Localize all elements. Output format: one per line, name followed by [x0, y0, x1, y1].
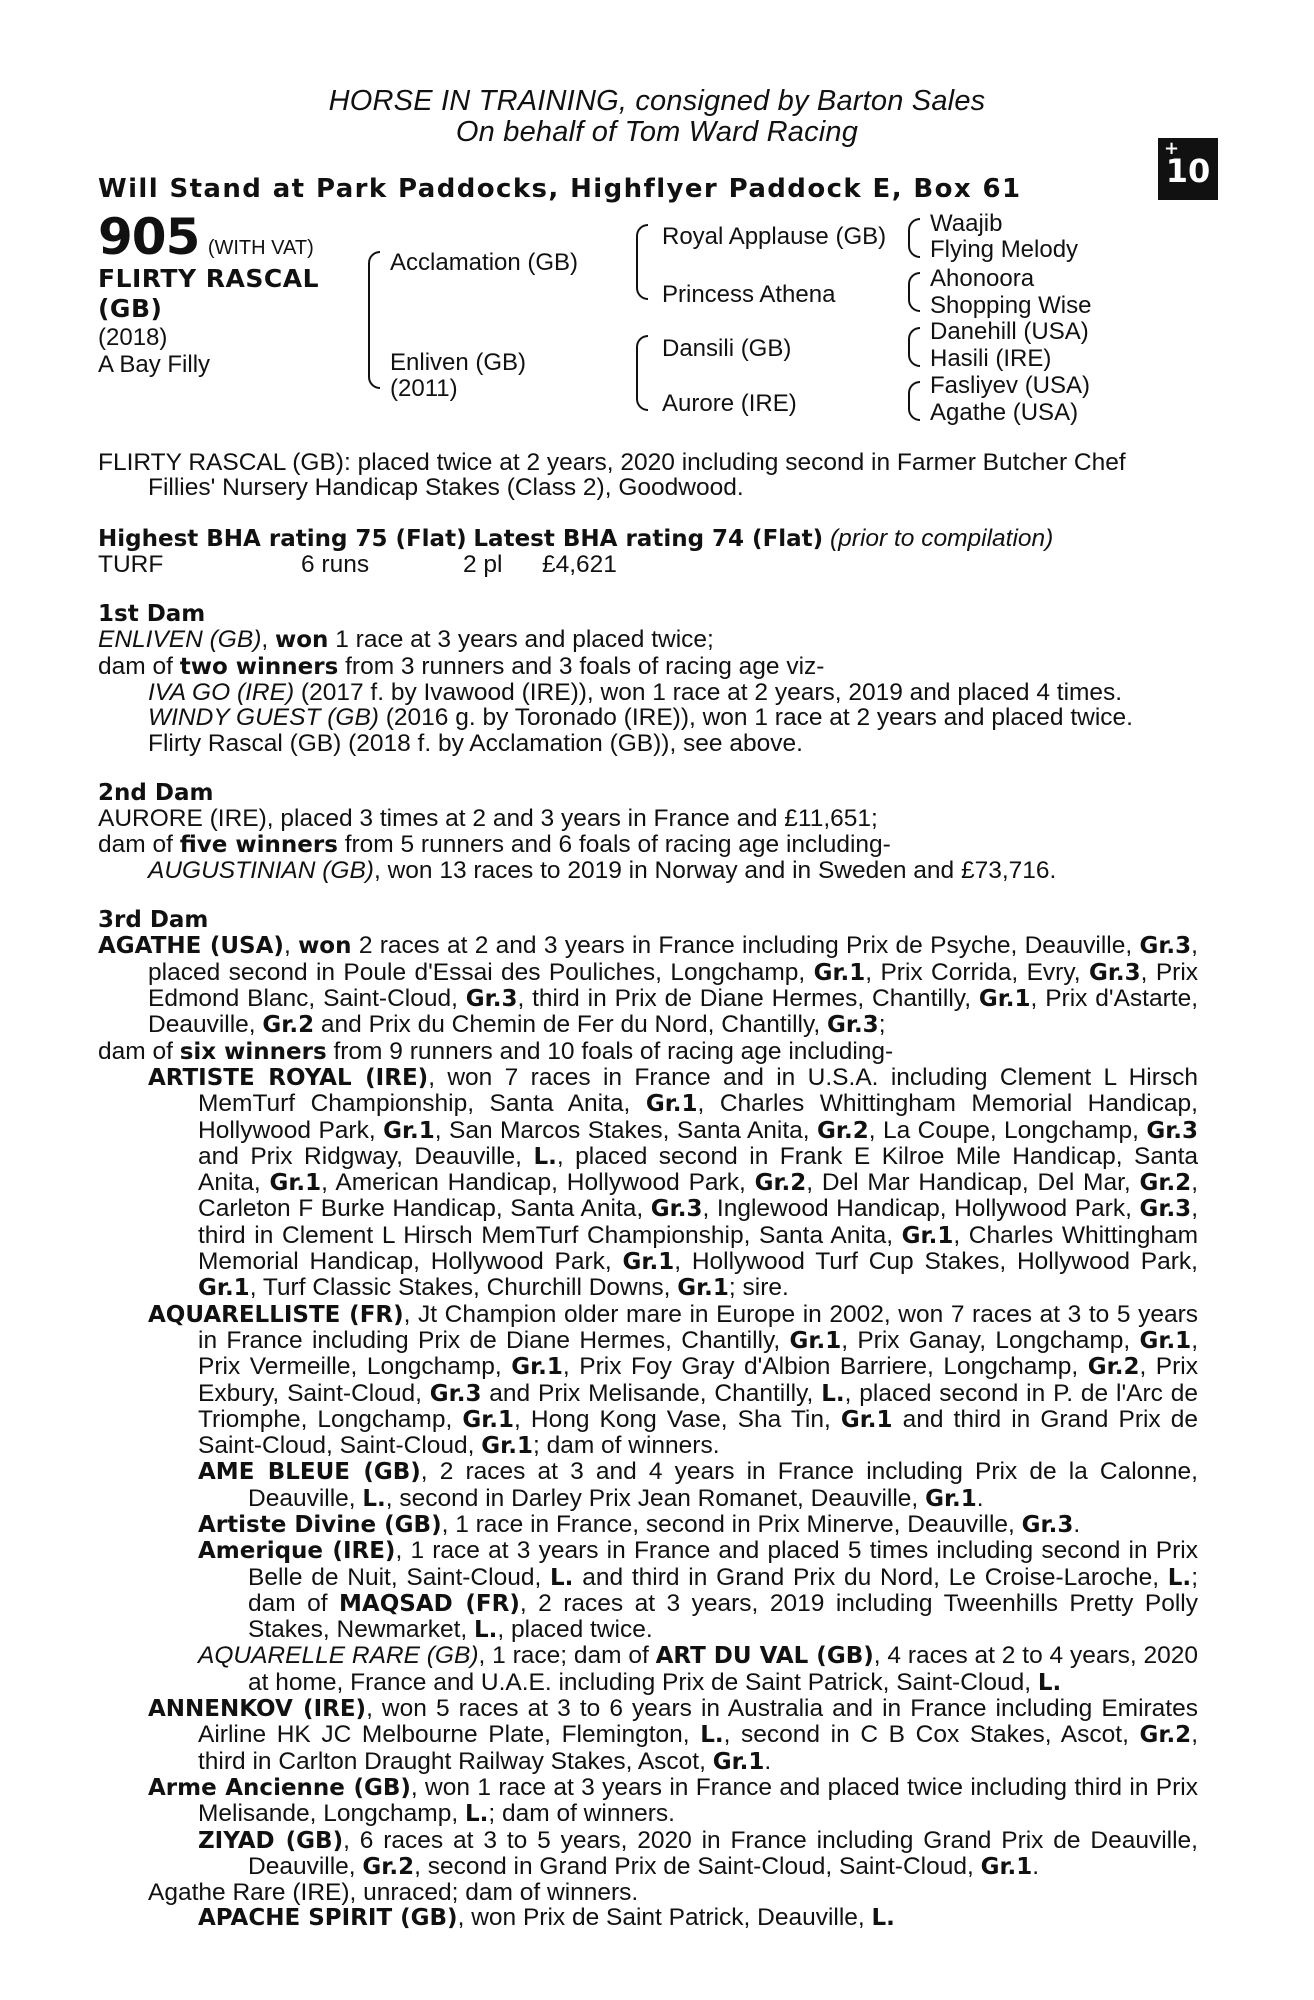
- bracket-ds-bottom: [908, 347, 920, 367]
- produce-flirty-rascal: Flirty Rascal (GB) (2018 f. by Acclamation (GB)), see above.: [148, 729, 803, 757]
- pedigree-ssd: Flying Melody: [930, 236, 1079, 263]
- lot-number: 905: [98, 208, 200, 266]
- pedigree-sire-sire: Royal Applause (GB): [662, 223, 887, 250]
- produce-iva-go: IVA GO (IRE) (2017 f. by Ivawood (IRE)), won 1 race at 2 years, 2019 and placed 4 times.: [148, 679, 1123, 707]
- first-dam-name: ENLIVEN (GB): [98, 626, 262, 654]
- bracket-sd-top: [908, 272, 920, 294]
- lot-badge: [1158, 138, 1218, 200]
- produce-artiste-royal: ARTISTE ROYAL (IRE), won 7 races in France and in U.S.A. including Clement L Hirsch MemTurf Championship, Santa Anita, Gr.1, Charles Whittingham Memorial Handicap, Hollywood Park, Gr.1, San Marcos Stakes, Santa Anita, Gr.2, La Coupe, Longchamp, Gr.3 and Prix Ridgway, Deauville, L., placed second in Frank E Kilroe Mile Handicap, Santa Anita, Gr.1, American Handicap, Hollywood Park, Gr.2, Del Mar Handicap, Del Mar, Gr.2, Carleton F Burke Handicap, Santa Anita, Gr.3, Inglewood Handicap, Hollywood Park, Gr.3, third in Clement L Hirsch MemTurf Championship, Santa Anita, Gr.1, Charles Whittingham Memorial Handicap, Hollywood Park, Gr.1, Hollywood Turf Cup Stakes, Hollywood Park, Gr.1, Turf Classic Stakes, Churchill Downs, Gr.1; sire.: [148, 1063, 1199, 1302]
- third-dam-record: AGATHE (USA), won 2 races at 2 and 3 years in France including Prix de Psyche, Deauville, Gr.3, placed second in Poule d'Essai des Pouliches, Longchamp, Gr.1, Prix Corrida, Evry, Gr.3, Prix Edmond Blanc, Saint-Cloud, Gr.3, third in Prix de Diane Hermes, Chantilly, Gr.1, Prix d'Astarte, Deauville, Gr.2 and Prix du Chemin de Fer du Nord, Chantilly, Gr.3;: [98, 932, 1199, 1039]
- bracket-dd-top: [908, 381, 920, 403]
- produce-apache-spirit: APACHE SPIRIT (GB), won Prix de Saint Patrick, Deauville, L.: [198, 1904, 895, 1932]
- lot-number-block: [98, 208, 314, 266]
- vat-note: (WITH VAT): [207, 237, 314, 259]
- pedigree-sire-dam: Princess Athena: [662, 281, 836, 308]
- record-runs: 6 runs: [301, 550, 370, 578]
- pedigree-dss: Danehill (USA): [930, 318, 1089, 345]
- produce-artiste-divine: Artiste Divine (GB), 1 race in France, second in Prix Minerve, Deauville, Gr.3.: [198, 1510, 1081, 1538]
- pedigree-dds: Fasliyev (USA): [930, 372, 1091, 399]
- pedigree-sss: Waajib: [930, 210, 1003, 237]
- bracket-ds-top: [908, 327, 920, 349]
- second-dam-heading: 2nd Dam: [98, 779, 214, 806]
- bha-rating: [98, 526, 1198, 552]
- produce-ziyad: ZIYAD (GB), 6 races at 3 to 5 years, 2020 in France including Grand Prix de Deauville, Deauville, Gr.2, second in Grand Prix de Saint-Cloud, Saint-Cloud, Gr.1.: [198, 1826, 1198, 1880]
- bracket-sire-top: [636, 224, 648, 270]
- race-summary: FLIRTY RASCAL (GB): placed twice at 2 years, 2020 including second in Farmer Butcher Chef Fillies' Nursery Handicap Stakes (Class 2), Goodwood.: [98, 449, 1126, 502]
- horse-description: A Bay Filly: [98, 351, 211, 378]
- first-dam-record: ENLIVEN (GB), won 1 race at 3 years and placed twice;: [98, 626, 714, 654]
- badge-number: 10: [1165, 152, 1211, 190]
- horse-info: [98, 324, 210, 378]
- first-dam-produce: dam of two winners from 3 runners and 3 foals of racing age viz-: [98, 652, 825, 680]
- bracket-dam-bottom: [636, 379, 648, 411]
- consignor-behalf-line: On behalf of Tom Ward Racing: [455, 116, 859, 148]
- second-dam-record: AURORE (IRE), placed 3 times at 2 and 3 years in France and £11,651;: [98, 805, 878, 833]
- race-record: [98, 552, 1198, 577]
- third-dam-heading: 3rd Dam: [98, 907, 209, 934]
- badge-plus: +: [1164, 138, 1180, 159]
- pedigree-sds: Ahonoora: [930, 265, 1035, 292]
- stand-location: Will Stand at Park Paddocks, Highflyer Paddock E, Box 61: [98, 174, 1022, 204]
- pedigree-sire: Acclamation (GB): [390, 249, 579, 276]
- bracket-dd-bottom: [908, 401, 920, 421]
- produce-augustinian: AUGUSTINIAN (GB), won 13 races to 2019 in Norway and in Sweden and £73,716.: [148, 856, 1057, 884]
- foaling-year: (2018): [98, 324, 168, 351]
- highest-rating: Highest BHA rating 75 (Flat): [98, 525, 467, 552]
- pedigree-dam-sire: Dansili (GB): [662, 335, 792, 362]
- pedigree-dam-dam: Aurore (IRE): [662, 390, 797, 417]
- pedigree-dam-year: (2011): [390, 375, 458, 402]
- produce-amerique: Amerique (IRE), 1 race at 3 years in France and placed 5 times including second in Prix Belle de Nuit, Saint-Cloud, L. and third in Grand Prix du Nord, Le Croise-Laroche, L.; dam of MAQSAD (FR), 2 races at 3 years, 2019 including Tweenhills Pretty Polly Stakes, Newmarket, L., placed twice.: [198, 1537, 1198, 1644]
- produce-windy-guest: WINDY GUEST (GB) (2016 g. by Toronado (IRE)), won 1 race at 2 years and placed twice.: [148, 704, 1133, 732]
- horse-name: [98, 264, 338, 324]
- horse-name-line1: FLIRTY RASCAL: [98, 264, 320, 293]
- horse-name-line2: (GB): [98, 294, 163, 323]
- produce-aquarelliste: AQUARELLISTE (FR), Jt Champion older mare in Europe in 2002, won 7 races at 3 to 5 years in France including Prix de Diane Hermes, Chantilly, Gr.1, Prix Ganay, Longchamp, Gr.1, Prix Vermeille, Longchamp, Gr.1, Prix Foy Gray d'Albion Barriere, Longchamp, Gr.2, Prix Exbury, Saint-Cloud, Gr.3 and Prix Melisande, Chantilly, L., placed second in P. de l'Arc de Triomphe, Longchamp, Gr.1, Hong Kong Vase, Sha Tin, Gr.1 and third in Grand Prix de Saint-Cloud, Saint-Cloud, Gr.1; dam of winners.: [148, 1300, 1199, 1460]
- bracket-sire-bottom: [636, 268, 648, 300]
- first-dam-heading: 1st Dam: [98, 601, 206, 628]
- produce-annenkov: ANNENKOV (IRE), won 5 races at 3 to 6 years in Australia and in France including Emirates Airline HK JC Melbourne Plate, Flemington, L., second in C B Cox Stakes, Ascot, Gr.2, third in Carlton Draught Railway Stakes, Ascot, Gr.1.: [148, 1695, 1198, 1775]
- record-placed: 2 pl: [463, 550, 503, 578]
- pedigree-sdd: Shopping Wise: [930, 292, 1092, 319]
- produce-aquarelle-rare: AQUARELLE RARE (GB), 1 race; dam of ART DU VAL (GB), 4 races at 2 to 4 years, 2020 at home, France and U.A.E. including Prix de Saint Patrick, Saint-Cloud, L.: [198, 1642, 1199, 1696]
- bracket-ss-bottom: [908, 238, 920, 258]
- latest-rating: Latest BHA rating 74 (Flat): [473, 525, 824, 552]
- second-dam-produce: dam of five winners from 5 runners and 6 foals of racing age including-: [98, 830, 891, 858]
- bracket-sd-bottom: [908, 292, 920, 312]
- bracket-dam-top: [636, 335, 648, 381]
- pedigree-bracket-dam: [368, 337, 380, 389]
- produce-agathe-rare: Agathe Rare (IRE), unraced; dam of winners.: [148, 1879, 639, 1907]
- pedigree-dam: Enliven (GB): [390, 349, 527, 376]
- record-earnings: £4,621: [542, 550, 617, 578]
- catalogue-body: [98, 450, 1198, 1932]
- pedigree-ddd: Agathe (USA): [930, 399, 1079, 426]
- produce-arme-ancienne: Arme Ancienne (GB), won 1 race at 3 years in France and placed twice including third in Prix Melisande, Longchamp, L.; dam of winners.: [148, 1773, 1199, 1828]
- bracket-ss-top: [908, 218, 920, 240]
- consignor-line: HORSE IN TRAINING, consigned by Barton Sales: [328, 85, 986, 117]
- record-surface: TURF: [98, 550, 164, 578]
- third-dam-produce: dam of six winners from 9 runners and 10 foals of racing age including-: [98, 1037, 894, 1065]
- pedigree-bracket-sire: [368, 251, 380, 339]
- pedigree-dsd: Hasili (IRE): [930, 345, 1052, 372]
- rating-note: (prior to compilation): [830, 524, 1054, 552]
- produce-ame-bleue: AME BLEUE (GB), 2 races at 3 and 4 years in France including Prix de la Calonne, Deauville, L., second in Darley Prix Jean Romanet, Deauville, Gr.1.: [198, 1458, 1198, 1512]
